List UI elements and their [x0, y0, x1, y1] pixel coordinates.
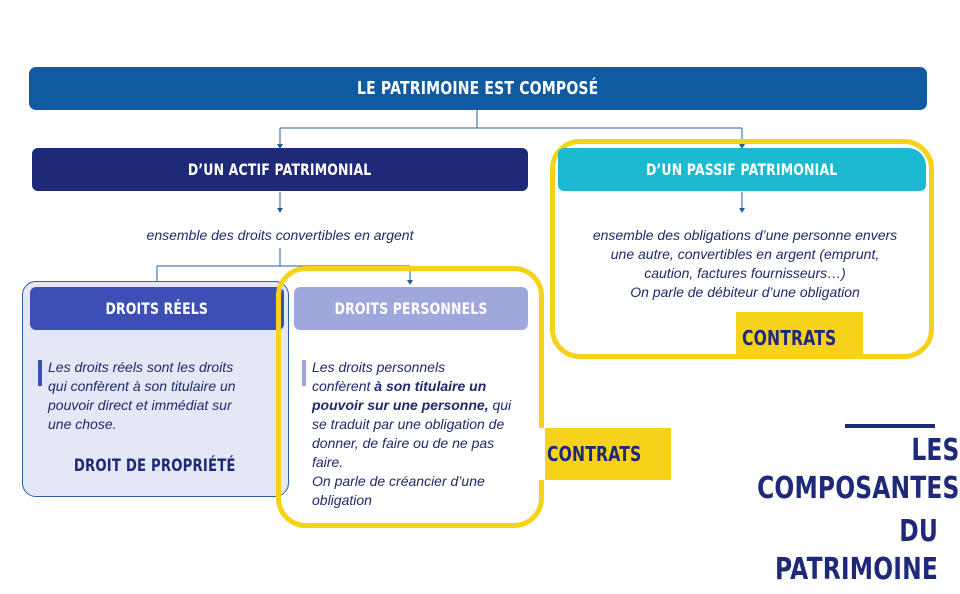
- droits-personnels-line-3: [312, 396, 537, 415]
- droits-reels-line-4: une chose.: [48, 416, 117, 432]
- droits-personnels-bar: [294, 287, 528, 330]
- passif-description: [560, 226, 930, 302]
- personnels-contrats-label: CONTRATS: [547, 442, 642, 466]
- header-title: LE PATRIMOINE EST COMPOSÉ: [357, 78, 599, 99]
- passif-contrats-label: CONTRATS: [742, 326, 837, 350]
- passif-line-3: caution, factures fournisseurs…): [644, 265, 846, 281]
- droits-reels-quote-mark: [38, 360, 42, 386]
- droits-reels-title: DROITS RÉELS: [105, 299, 209, 318]
- droits-personnels-quote-mark: [302, 360, 306, 386]
- droits-personnels-line-6: faire.: [312, 454, 344, 470]
- actif-description: ensemble des droits convertibles en argent: [146, 227, 414, 243]
- header-bar: [29, 67, 927, 110]
- personnels-contrats-tag: [543, 428, 671, 480]
- droits-personnels-text: [312, 358, 537, 510]
- passif-line-2: une autre, convertibles en argent (emprunt,: [610, 246, 880, 262]
- droits-personnels-line-8: obligation: [312, 492, 372, 508]
- droits-personnels-line-4: se traduit par une obligation de: [312, 416, 505, 432]
- droits-reels-line-1: Les droits réels sont les droits: [48, 359, 234, 375]
- side-title-rule: [845, 424, 935, 428]
- droits-reels-line-2: qui confèrent à son titulaire un: [48, 378, 236, 394]
- passif-line-1: ensemble des obligations d’une personne envers: [592, 227, 898, 243]
- passif-bar: [558, 148, 926, 191]
- droits-reels-text: [48, 358, 283, 434]
- droits-personnels-line-2: [312, 377, 537, 396]
- droits-reels-line-3: pouvoir direct et immédiat sur: [48, 397, 232, 413]
- passif-contrats-tag: [736, 312, 863, 358]
- droits-reels-bar: [30, 287, 284, 330]
- dp-line-3-post: qui: [488, 397, 512, 413]
- passif-title: D’UN PASSIF PATRIMONIAL: [646, 160, 838, 179]
- droits-personnels-title: DROITS PERSONNELS: [334, 299, 488, 318]
- droits-personnels-line-5: donner, de faire ou de ne pas: [312, 435, 495, 451]
- dp-line-3-bold: pouvoir sur une personne,: [312, 397, 489, 413]
- dp-line-2-bold: à son titulaire un: [374, 378, 487, 394]
- droits-personnels-line-1: Les droits personnels: [312, 359, 446, 375]
- side-title: [700, 432, 960, 594]
- actif-bar: [32, 148, 528, 191]
- side-title-line-2: DU PATRIMOINE: [775, 514, 938, 587]
- droits-reels-footer: [22, 456, 287, 476]
- droit-propriete-label: DROIT DE PROPRIÉTÉ: [73, 456, 236, 476]
- personnels-contrats-white-strip: [535, 428, 545, 480]
- dp-line-2-pre: confèrent: [312, 378, 375, 394]
- droits-personnels-line-7: On parle de créancier d’une: [312, 473, 485, 489]
- actif-title: D’UN ACTIF PATRIMONIAL: [188, 160, 372, 179]
- passif-line-4: On parle de débiteur d’une obligation: [630, 284, 860, 300]
- side-title-line-1: LES COMPOSANTES: [757, 433, 960, 506]
